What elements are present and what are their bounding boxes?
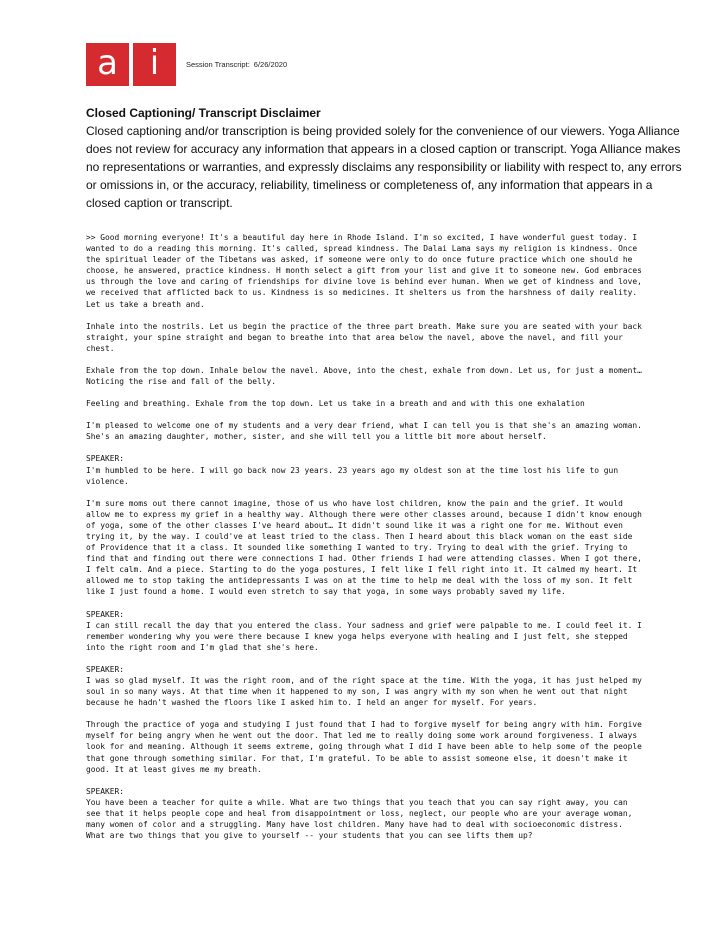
paragraph-text: I'm humbled to be here. I will go back now 23 years. 23 years ago my oldest son at the time lost his life to gun violence. bbox=[86, 465, 619, 486]
speaker-label: SPEAKER: bbox=[86, 609, 125, 619]
paragraph-text: Exhale from the top down. Inhale below the navel. Above, into the chest, exhale from down. Let us, for just a moment… Noticing the rise and fall of the belly. bbox=[86, 365, 642, 387]
disclaimer-body: Closed captioning and/or transcription is being provided solely for the convenience of our viewers. Yoga Alliance does not review for accuracy any information that appears in a closed caption or transcript. Yoga Alliance makes no representations or warranties, and expressly disclaims any responsibility or liability with respect to, any errors or omissions in, or the accuracy, reliability, timeliness or completeness of, any information that appears in a closed caption or transcript. bbox=[86, 124, 682, 210]
transcript-paragraph bbox=[86, 664, 646, 708]
transcript-paragraph bbox=[86, 498, 646, 598]
speaker-label: SPEAKER: bbox=[86, 454, 125, 464]
paragraph-text: Inhale into the nostrils. Let us begin the practice of the three part breath. Make sure you are seated with your back straight, your spine straight and began to breathe into that area below the navel, above the navel, and fill your chest. bbox=[86, 321, 642, 353]
disclaimer-title: Closed Captioning/ Transcript Disclaimer bbox=[86, 106, 321, 120]
transcript-paragraph bbox=[86, 365, 646, 387]
transcript-paragraph bbox=[86, 453, 646, 486]
yoga-alliance-logo bbox=[86, 43, 176, 86]
session-label: Session Transcript: bbox=[186, 60, 250, 69]
paragraph-text: I was so glad myself. It was the right room, and of the right space at the time. With the yoga, it has just helped my soul in so many ways. At that time when it happened to my son, I was angry with my son when he went out that night because he hadn't washed the floors like I asked him to. I held an anger for myself. For years. bbox=[86, 676, 642, 708]
logo-tile-a: a bbox=[86, 43, 129, 86]
paragraph-text: You have been a teacher for quite a while. What are two things that you teach that you can say right away, you can see that it helps people cope and heal from disappointment or loss, neglect, our people who are your average woman, many women of color and a struggling. Many have lost children. Many have had to deal with socioeconomic distress. What are two things that you give to yourself -- your students that you can see lifts them up? bbox=[86, 797, 633, 841]
paragraph-text: I'm sure moms out there cannot imagine, those of us who have lost children, know the pain and the grief. It would allow me to express my grief in a healthy way. Although there were other classes around, because I didn't know enough of yoga, some of the other classes I've heard about… It didn't sound like it was a right one for me. Without even trying it, by the way. I could've at least tried to the class. Then I heard about this black woman on the east side of Providence that it a class. It sounded like something I wanted to try. Trying to deal with the grief. Trying to find that and finding out there were connections I had. Other friends I had were attending classes. When I got there, I felt calm. And a piece. Starting to do the yoga postures, I felt like I fell right into it. It calmed my heart. It allowed me to stop taking the antidepressants I was on at the time to help me deal with the loss of my son. It felt like I just found a home. I would even stretch to say that yoga, in some ways probably saved my life. bbox=[86, 498, 642, 597]
transcript-paragraph bbox=[86, 609, 646, 653]
speaker-label: SPEAKER: bbox=[86, 664, 125, 674]
paragraph-text: >> Good morning everyone! It's a beautiful day here in Rhode Island. I'm so excited, I have wonderful guest today. I wanted to do a reading this morning. It's called, spread kindness. The Dalai Lama says my religion is kindness. Once the spiritual leader of the Tibetans was asked, if someone were only to do once future practice which one should he choose, he answered, practice kindness. H month select a gift from your list and give it to someone new. God embraces us through the love and caring of friendships for divine love is behind ever human. When we get of kindness and love, we received that afflicted back to us. Kindness is so medicines. It shelters us from the harshness of daily reality. Let us take a breath and. bbox=[86, 233, 642, 309]
transcript-paragraph bbox=[86, 420, 646, 442]
disclaimer-section bbox=[86, 104, 686, 212]
paragraph-text: I'm pleased to welcome one of my students and a very dear friend, what I can tell you is that she's an amazing woman. She's an amazing daughter, mother, sister, and she will tell you a little bit more about herself. bbox=[86, 421, 642, 442]
paragraph-text: Feeling and breathing. Exhale from the top down. Let us take in a breath and and with this one exhalation bbox=[86, 399, 585, 409]
transcript-paragraph bbox=[86, 719, 646, 774]
transcript-paragraph bbox=[86, 321, 646, 354]
speaker-label: SPEAKER: bbox=[86, 786, 125, 796]
paragraph-text: I can still recall the day that you entered the class. Your sadness and grief were palpable to me. I could feel it. I remember wondering why you were there because I knew yoga helps everyone with healing and I just felt, she stepped into the right room and I'm glad that she's here. bbox=[86, 620, 642, 652]
transcript-body bbox=[86, 232, 646, 852]
session-header bbox=[186, 60, 287, 69]
transcript-paragraph bbox=[86, 398, 646, 409]
session-date: 6/26/2020 bbox=[253, 60, 288, 69]
transcript-paragraph bbox=[86, 786, 646, 841]
logo-tile-i: i bbox=[133, 43, 176, 86]
paragraph-text: Through the practice of yoga and studying I just found that I had to forgive myself for being angry with him. Forgive myself for being angry when he went out the door. That led me to really doing some work around forgiveness. I always look for and meaning. Although it seems extreme, going through what I did I have been able to help some of the people that gone through something similar. For that, I'm grateful. To be able to assist someone else, it doesn't make it good. It at least gives me my breath. bbox=[86, 720, 642, 774]
transcript-paragraph bbox=[86, 232, 646, 310]
